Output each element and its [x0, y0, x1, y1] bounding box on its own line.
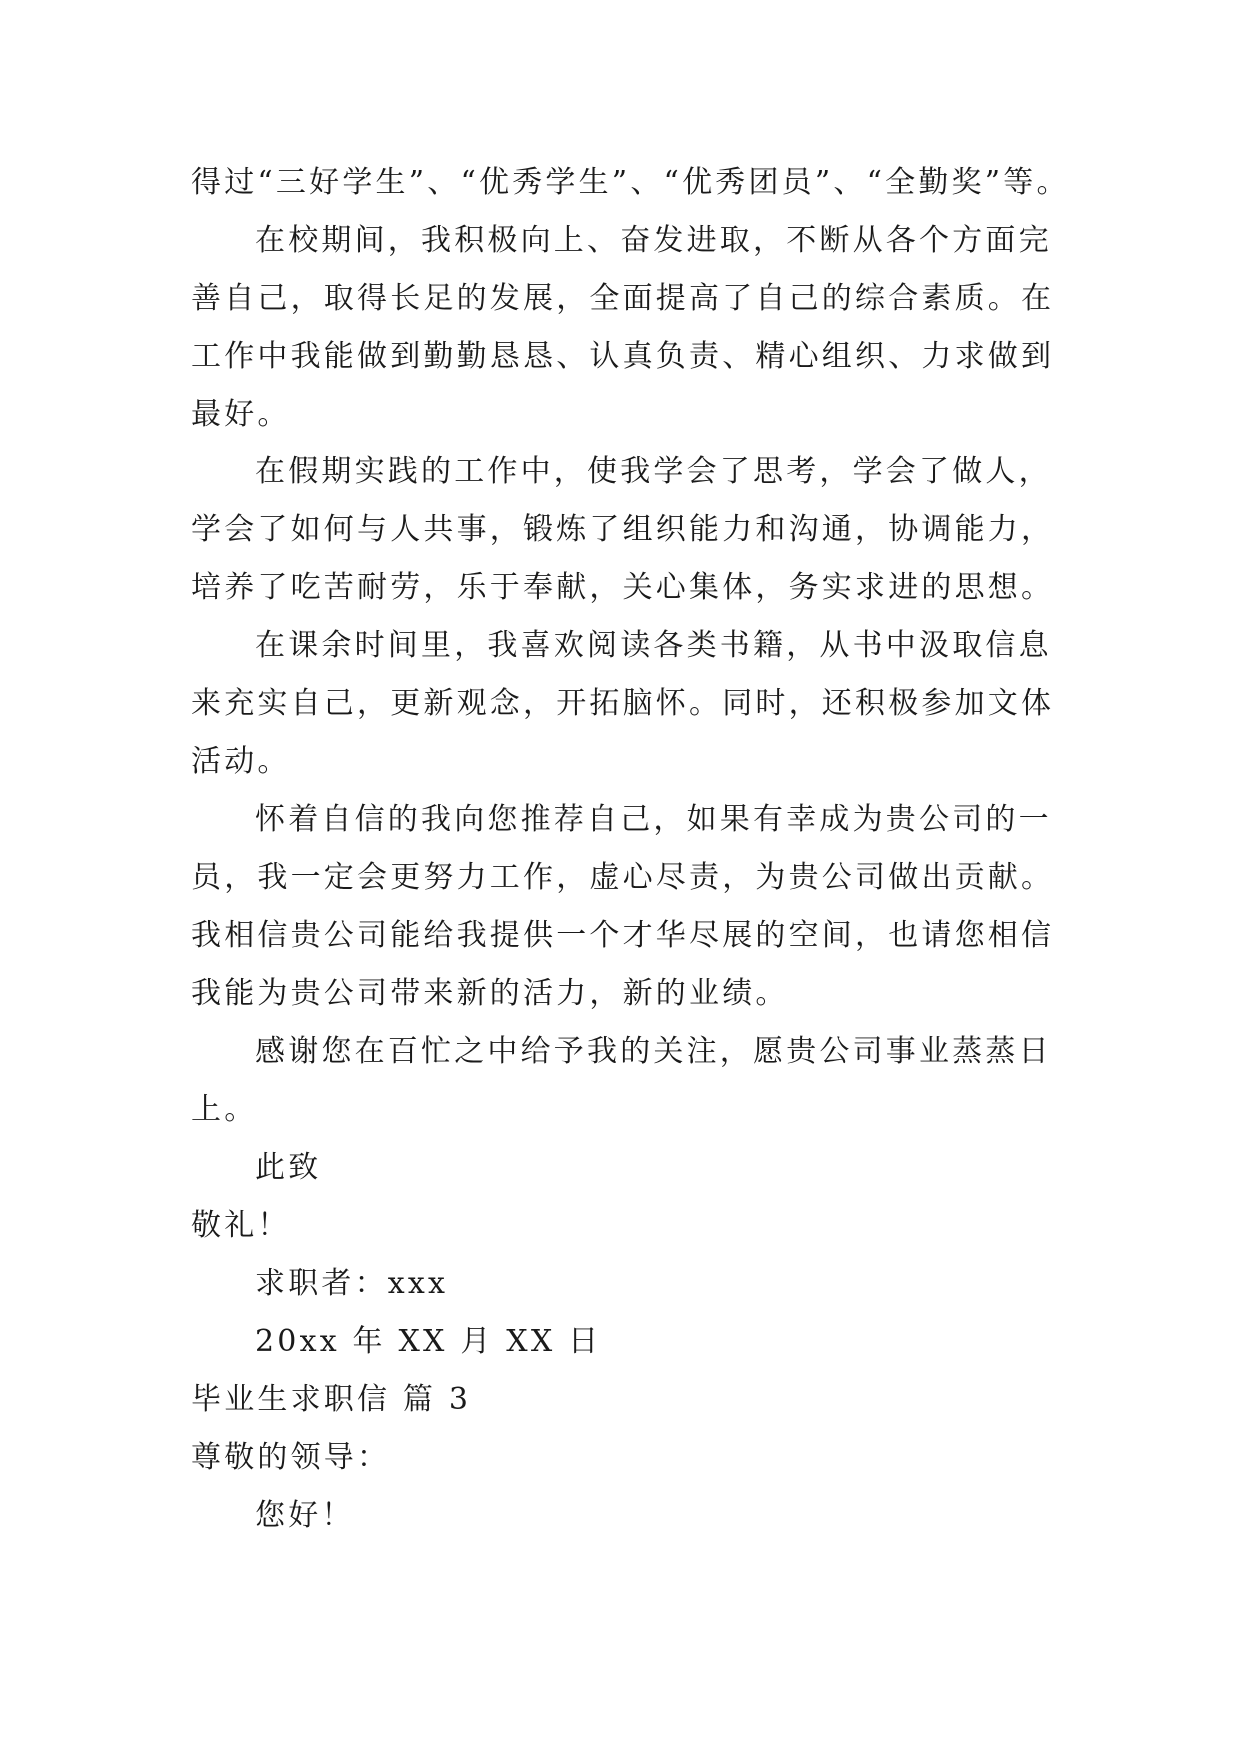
applicant-signature: 求职者：xxx	[255, 1266, 449, 1301]
section-heading: 毕业生求职信 篇 3	[191, 1382, 472, 1417]
text-line: 活动。	[191, 744, 291, 779]
text-line: 学会了如何与人共事，锻炼了组织能力和沟通，协调能力，	[191, 512, 1055, 547]
letter-date: 20xx 年 XX 月 XX 日	[255, 1324, 602, 1359]
text-line: 来充实自己，更新观念，开拓脑怀。同时，还积极参加文体	[191, 686, 1055, 721]
text-line: 在校期间，我积极向上、奋发进取，不断从各个方面完	[255, 223, 1052, 258]
text-line: 在课余时间里，我喜欢阅读各类书籍，从书中汲取信息	[255, 628, 1052, 663]
salutation: 敬礼！	[191, 1208, 291, 1243]
text-line: 善自己，取得长足的发展，全面提高了自己的综合素质。在	[191, 281, 1055, 316]
greeting-hello: 您好！	[255, 1498, 355, 1533]
text-line: 在假期实践的工作中，使我学会了思考，学会了做人，	[255, 454, 1052, 489]
text-line: 最好。	[191, 397, 291, 432]
text-line: 上。	[191, 1092, 258, 1127]
text-line: 工作中我能做到勤勤恳恳、认真负责、精心组织、力求做到	[191, 339, 1055, 374]
text-line: 我相信贵公司能给我提供一个才华尽展的空间，也请您相信	[191, 918, 1055, 953]
closing-phrase: 此致	[255, 1150, 322, 1185]
text-line: 我能为贵公司带来新的活力，新的业绩。	[191, 976, 789, 1011]
text-line: 感谢您在百忙之中给予我的关注，愿贵公司事业蒸蒸日	[255, 1034, 1052, 1069]
text-line: 培养了吃苦耐劳，乐于奉献，关心集体，务实求进的思想。	[191, 570, 1055, 605]
greeting: 尊敬的领导：	[191, 1440, 391, 1475]
text-line: 怀着自信的我向您推荐自己，如果有幸成为贵公司的一	[255, 802, 1052, 837]
text-line: 员，我一定会更努力工作，虚心尽责，为贵公司做出贡献。	[191, 860, 1055, 895]
text-line: 得过“三好学生”、“优秀学生”、“优秀团员”、“全勤奖”等。	[191, 165, 1070, 200]
